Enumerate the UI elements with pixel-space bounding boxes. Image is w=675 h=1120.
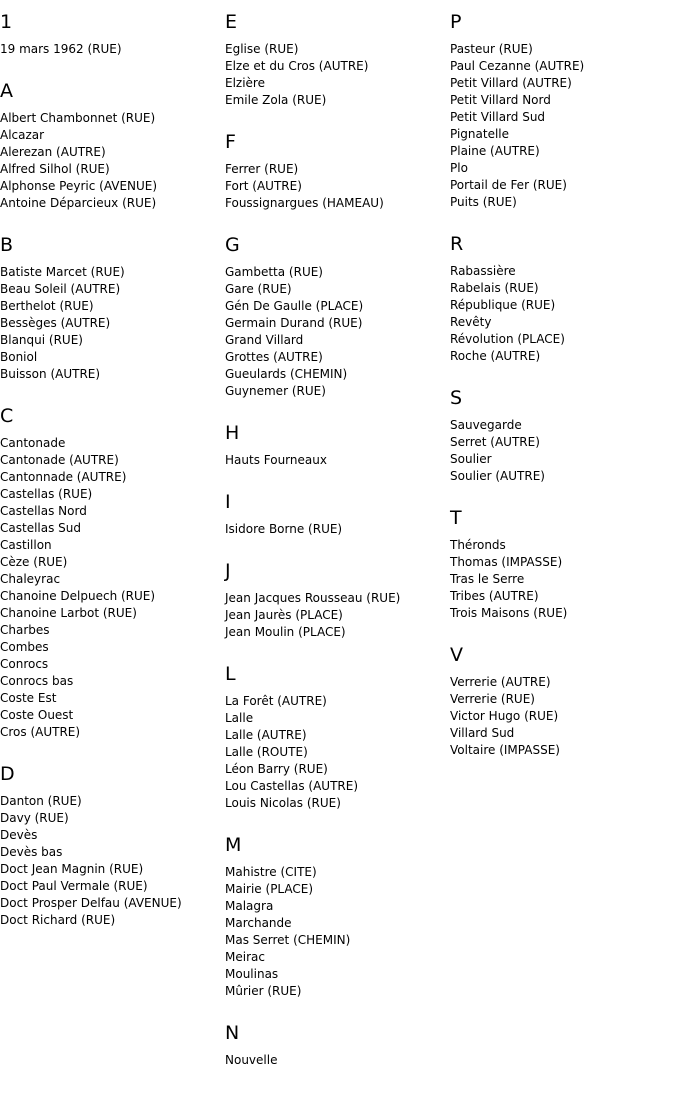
street-list bbox=[225, 161, 445, 212]
street-link[interactable]: Guynemer (RUE) bbox=[225, 384, 326, 398]
street-link[interactable]: Danton (RUE) bbox=[0, 794, 82, 808]
street-list bbox=[225, 452, 445, 469]
street-link[interactable]: Louis Nicolas (RUE) bbox=[225, 796, 341, 810]
street-link[interactable]: Conrocs bbox=[0, 657, 49, 671]
street-link[interactable]: Rabelais (RUE) bbox=[450, 281, 539, 295]
street-link[interactable]: Doct Prosper Delfau (AVENUE) bbox=[0, 896, 182, 910]
street-link[interactable]: Marchande bbox=[225, 916, 292, 930]
street-link[interactable]: Alphonse Peyric (AVENUE) bbox=[0, 179, 158, 193]
street-link[interactable]: Chanoine Larbot (RUE) bbox=[0, 606, 137, 620]
street-link[interactable]: Petit Villard Nord bbox=[450, 93, 551, 107]
street-link[interactable]: Castellas Sud bbox=[0, 521, 81, 535]
street-link[interactable]: République (RUE) bbox=[450, 298, 556, 312]
section-divider bbox=[450, 211, 670, 233]
street-link[interactable]: Victor Hugo (RUE) bbox=[450, 709, 559, 723]
street-link[interactable]: Tras le Serre bbox=[450, 572, 525, 586]
street-link[interactable]: Cantonade bbox=[0, 436, 66, 450]
street-link[interactable]: Coste Ouest bbox=[0, 708, 74, 722]
street-link[interactable]: Alfred Silhol (RUE) bbox=[0, 162, 110, 176]
street-link[interactable]: Grand Villard bbox=[225, 333, 304, 347]
street-link[interactable]: Revêty bbox=[450, 315, 492, 329]
street-link[interactable]: La Forêt (AUTRE) bbox=[225, 694, 327, 708]
street-link[interactable]: Emile Zola (RUE) bbox=[225, 93, 327, 107]
street-link[interactable]: Elze et du Cros (AUTRE) bbox=[225, 59, 369, 73]
street-link[interactable]: Davy (RUE) bbox=[0, 811, 69, 825]
section-letter-heading: F bbox=[225, 131, 236, 153]
street-link[interactable]: Serret (AUTRE) bbox=[450, 435, 540, 449]
street-link[interactable]: Fort (AUTRE) bbox=[225, 179, 302, 193]
letter-section bbox=[0, 80, 220, 212]
street-link[interactable]: Voltaire (IMPASSE) bbox=[450, 743, 560, 757]
street-link[interactable]: Mas Serret (CHEMIN) bbox=[225, 933, 351, 947]
street-link[interactable]: Berthelot (RUE) bbox=[0, 299, 94, 313]
street-link[interactable]: Cantonnade (AUTRE) bbox=[0, 470, 127, 484]
street-list bbox=[225, 41, 445, 109]
index-column-1 bbox=[0, 11, 220, 929]
street-link[interactable]: Ferrer (RUE) bbox=[225, 162, 299, 176]
street-link[interactable]: Tribes (AUTRE) bbox=[450, 589, 539, 603]
street-link[interactable]: Alcazar bbox=[0, 128, 45, 142]
section-letter-heading: V bbox=[450, 644, 463, 666]
street-link[interactable]: Gueulards (CHEMIN) bbox=[225, 367, 348, 381]
street-list bbox=[450, 674, 670, 759]
street-link[interactable]: Plo bbox=[450, 161, 468, 175]
section-letter-heading: N bbox=[225, 1022, 240, 1044]
street-link[interactable]: Pasteur (RUE) bbox=[450, 42, 533, 56]
street-link[interactable]: Puits (RUE) bbox=[450, 195, 517, 209]
letter-section bbox=[225, 234, 445, 400]
section-divider bbox=[450, 485, 670, 507]
street-list bbox=[450, 41, 670, 211]
street-list bbox=[0, 435, 220, 741]
street-link[interactable]: Conrocs bas bbox=[0, 674, 74, 688]
street-link[interactable]: Devès bas bbox=[0, 845, 63, 859]
street-link[interactable]: Coste Est bbox=[0, 691, 57, 705]
section-letter-heading: J bbox=[225, 560, 231, 582]
street-link[interactable]: Nouvelle bbox=[225, 1053, 278, 1067]
street-list bbox=[225, 693, 445, 812]
section-letter-heading: T bbox=[450, 507, 462, 529]
section-divider bbox=[0, 741, 220, 763]
street-link[interactable]: Eglise (RUE) bbox=[225, 42, 299, 56]
section-letter-heading: I bbox=[225, 491, 231, 513]
section-letter-heading: E bbox=[225, 11, 238, 33]
street-link[interactable]: Mairie (PLACE) bbox=[225, 882, 314, 896]
letter-section bbox=[450, 11, 670, 211]
street-link[interactable]: Pignatelle bbox=[450, 127, 510, 141]
street-link[interactable]: Petit Villard (AUTRE) bbox=[450, 76, 572, 90]
section-letter-heading: 1 bbox=[0, 11, 13, 33]
street-link[interactable]: Castellas (RUE) bbox=[0, 487, 93, 501]
street-link[interactable]: Combes bbox=[0, 640, 49, 654]
street-link[interactable]: Foussignargues (HAMEAU) bbox=[225, 196, 384, 210]
section-divider bbox=[225, 641, 445, 663]
letter-section bbox=[225, 491, 445, 538]
letter-section bbox=[225, 11, 445, 109]
street-link[interactable]: Lalle bbox=[225, 711, 254, 725]
street-link[interactable]: Moulinas bbox=[225, 967, 279, 981]
section-letter-heading: S bbox=[450, 387, 463, 409]
section-letter-heading: D bbox=[0, 763, 15, 785]
letter-section bbox=[450, 507, 670, 622]
street-link[interactable]: Doct Paul Vermale (RUE) bbox=[0, 879, 148, 893]
section-divider bbox=[0, 58, 220, 80]
street-list bbox=[450, 537, 670, 622]
street-link[interactable]: Mûrier (RUE) bbox=[225, 984, 302, 998]
section-divider bbox=[0, 212, 220, 234]
street-link[interactable]: Chanoine Delpuech (RUE) bbox=[0, 589, 156, 603]
street-link[interactable]: Plaine (AUTRE) bbox=[450, 144, 540, 158]
letter-section bbox=[225, 1022, 445, 1069]
section-divider bbox=[0, 383, 220, 405]
street-link[interactable]: Cèze (RUE) bbox=[0, 555, 68, 569]
street-link[interactable]: Alerezan (AUTRE) bbox=[0, 145, 106, 159]
street-link[interactable]: Blanqui (RUE) bbox=[0, 333, 83, 347]
letter-section bbox=[450, 233, 670, 365]
letter-section bbox=[225, 663, 445, 812]
street-link[interactable]: Castillon bbox=[0, 538, 52, 552]
letter-section bbox=[225, 131, 445, 212]
section-letter-heading: A bbox=[0, 80, 13, 102]
street-link[interactable]: Paul Cezanne (AUTRE) bbox=[450, 59, 585, 73]
street-link[interactable]: Meirac bbox=[225, 950, 265, 964]
street-link[interactable]: Jean Jaurès (PLACE) bbox=[225, 608, 343, 622]
street-link[interactable]: Soulier bbox=[450, 452, 492, 466]
street-link[interactable]: Antoine Déparcieux (RUE) bbox=[0, 196, 157, 210]
street-link[interactable]: Verrerie (AUTRE) bbox=[450, 675, 551, 689]
street-link[interactable]: Cantonade (AUTRE) bbox=[0, 453, 119, 467]
street-link[interactable]: Mahistre (CITE) bbox=[225, 865, 317, 879]
street-link[interactable]: Cros (AUTRE) bbox=[0, 725, 81, 739]
letter-section bbox=[225, 560, 445, 641]
letter-section bbox=[0, 405, 220, 741]
street-link[interactable]: Bessèges (AUTRE) bbox=[0, 316, 111, 330]
street-link[interactable]: Boniol bbox=[0, 350, 38, 364]
street-link[interactable]: Portail de Fer (RUE) bbox=[450, 178, 567, 192]
street-link[interactable]: Révolution (PLACE) bbox=[450, 332, 565, 346]
street-link[interactable]: Lalle (ROUTE) bbox=[225, 745, 308, 759]
section-divider bbox=[225, 1000, 445, 1022]
street-link[interactable]: Léon Barry (RUE) bbox=[225, 762, 328, 776]
section-divider bbox=[450, 622, 670, 644]
section-divider bbox=[225, 400, 445, 422]
letter-section bbox=[225, 834, 445, 1000]
street-link[interactable]: Charbes bbox=[0, 623, 50, 637]
street-link[interactable]: Devès bbox=[0, 828, 38, 842]
street-link[interactable]: Soulier (AUTRE) bbox=[450, 469, 545, 483]
street-list bbox=[225, 264, 445, 400]
street-link[interactable]: Doct Richard (RUE) bbox=[0, 913, 116, 927]
street-link[interactable]: Verrerie (RUE) bbox=[450, 692, 535, 706]
section-letter-heading: P bbox=[450, 11, 462, 33]
section-letter-heading: B bbox=[0, 234, 14, 256]
street-list bbox=[225, 1052, 445, 1069]
street-link[interactable]: Gare (RUE) bbox=[225, 282, 292, 296]
section-divider bbox=[225, 469, 445, 491]
street-link[interactable]: Lalle (AUTRE) bbox=[225, 728, 307, 742]
section-letter-heading: G bbox=[225, 234, 240, 256]
street-link[interactable]: Albert Chambonnet (RUE) bbox=[0, 111, 156, 125]
street-link[interactable]: Doct Jean Magnin (RUE) bbox=[0, 862, 144, 876]
section-divider bbox=[225, 212, 445, 234]
street-link[interactable]: Beau Soleil (AUTRE) bbox=[0, 282, 121, 296]
letter-section bbox=[450, 387, 670, 485]
letter-section bbox=[0, 234, 220, 383]
street-link[interactable]: Gén De Gaulle (PLACE) bbox=[225, 299, 364, 313]
street-list bbox=[225, 521, 445, 538]
section-divider bbox=[450, 365, 670, 387]
section-letter-heading: R bbox=[450, 233, 464, 255]
street-list bbox=[0, 793, 220, 929]
street-link[interactable]: Petit Villard Sud bbox=[450, 110, 546, 124]
street-link[interactable]: Roche (AUTRE) bbox=[450, 349, 541, 363]
street-link[interactable]: Lou Castellas (AUTRE) bbox=[225, 779, 359, 793]
street-link[interactable]: Elzière bbox=[225, 76, 265, 90]
street-list bbox=[450, 263, 670, 365]
street-link[interactable]: Malagra bbox=[225, 899, 274, 913]
street-link[interactable]: Germain Durand (RUE) bbox=[225, 316, 363, 330]
section-divider bbox=[225, 538, 445, 560]
street-link[interactable]: Thomas (IMPASSE) bbox=[450, 555, 563, 569]
street-link[interactable]: Gambetta (RUE) bbox=[225, 265, 323, 279]
street-link[interactable]: Théronds bbox=[450, 538, 506, 552]
street-link[interactable]: Villard Sud bbox=[450, 726, 515, 740]
index-column-2 bbox=[225, 11, 445, 1069]
street-link[interactable]: Batiste Marcet (RUE) bbox=[0, 265, 125, 279]
street-link[interactable]: Sauvegarde bbox=[450, 418, 522, 432]
street-link[interactable]: Grottes (AUTRE) bbox=[225, 350, 323, 364]
letter-section bbox=[0, 11, 220, 58]
street-list bbox=[225, 864, 445, 1000]
street-link[interactable]: Rabassière bbox=[450, 264, 516, 278]
index-column-3 bbox=[450, 11, 670, 759]
section-divider bbox=[225, 109, 445, 131]
street-list bbox=[0, 264, 220, 383]
street-link[interactable]: Chaleyrac bbox=[0, 572, 61, 586]
street-list bbox=[450, 417, 670, 485]
section-letter-heading: C bbox=[0, 405, 14, 427]
section-letter-heading: L bbox=[225, 663, 236, 685]
letter-section bbox=[0, 763, 220, 929]
street-link[interactable]: Jean Jacques Rousseau (RUE) bbox=[225, 591, 401, 605]
street-link[interactable]: 19 mars 1962 (RUE) bbox=[0, 42, 122, 56]
street-link[interactable]: Buisson (AUTRE) bbox=[0, 367, 101, 381]
street-list bbox=[0, 110, 220, 212]
street-list bbox=[0, 41, 220, 58]
letter-section bbox=[450, 644, 670, 759]
street-list bbox=[225, 590, 445, 641]
section-divider bbox=[225, 812, 445, 834]
section-letter-heading: M bbox=[225, 834, 242, 856]
street-link[interactable]: Jean Moulin (PLACE) bbox=[225, 625, 346, 639]
letter-section bbox=[225, 422, 445, 469]
section-letter-heading: H bbox=[225, 422, 240, 444]
street-link[interactable]: Castellas Nord bbox=[0, 504, 87, 518]
street-link[interactable]: Hauts Fourneaux bbox=[225, 453, 327, 467]
street-link[interactable]: Trois Maisons (RUE) bbox=[450, 606, 568, 620]
street-link[interactable]: Isidore Borne (RUE) bbox=[225, 522, 343, 536]
